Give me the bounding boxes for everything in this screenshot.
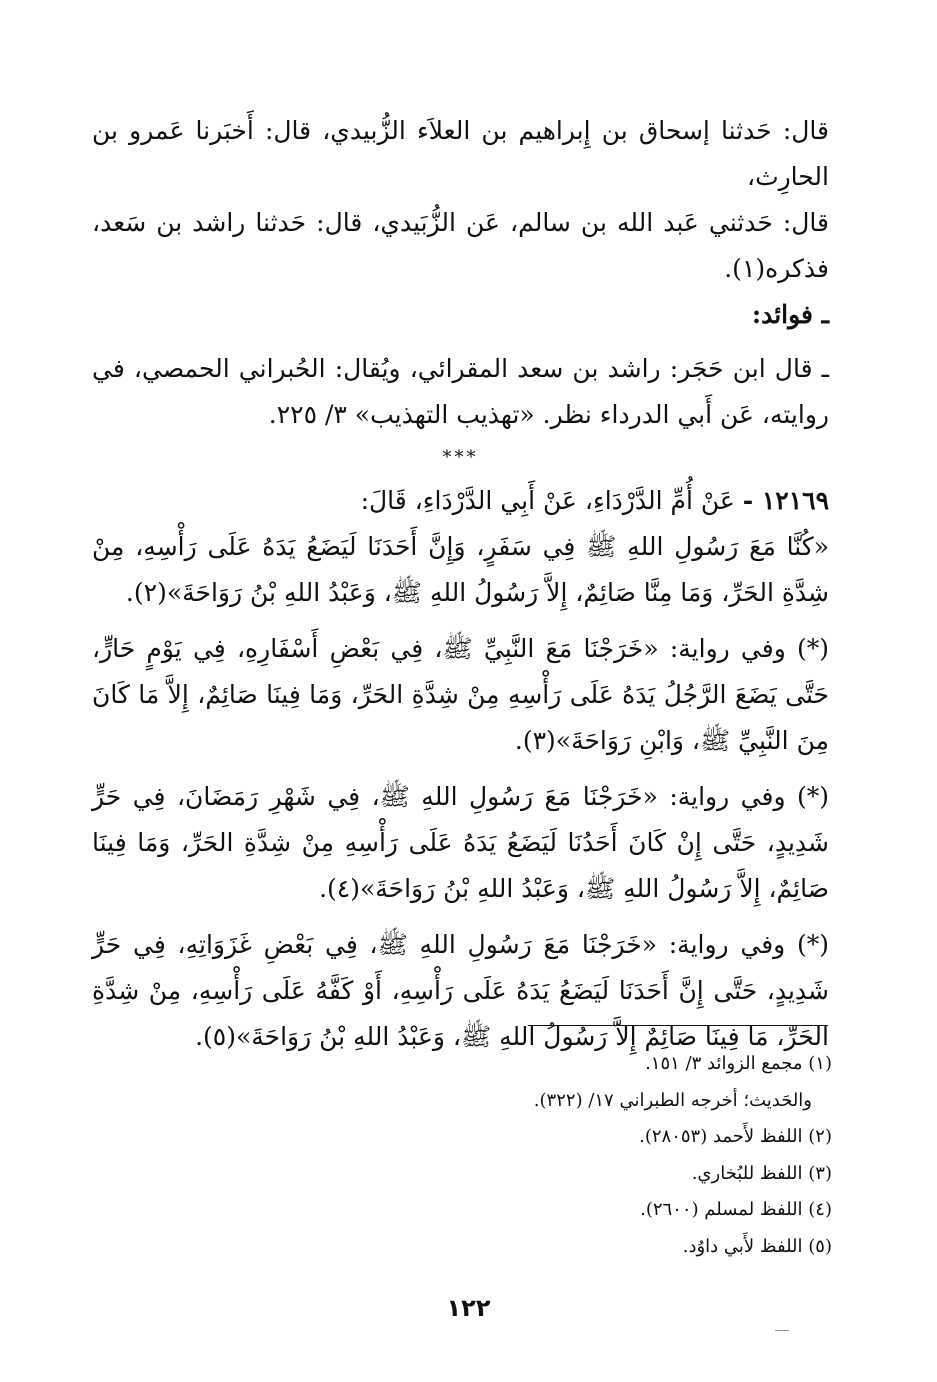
section-separator-stars: ***	[442, 447, 479, 468]
riwaya-3: (*) وفي رواية: «خَرَجْنَا مَعَ رَسُولِ اللهِ ﷺ، فِي بَعْضِ غَزَوَاتِهِ، فِي حَرٍّ شَدِيدٍ، حَتَّى إِنَّ أَحَدَنَا لَيَضَعُ يَدَهُ عَلَى رَأْسِهِ، أَوْ كَفَّهُ عَلَى رَأْسِهِ، مِنْ شِدَّةِ الحَرِّ، مَا فِينَا صَائِمٌ إِلاَّ رَسُولُ اللهِ ﷺ، وَعَبْدُ اللهِ بْنُ رَوَاحَةَ»(٥).	[92, 930, 829, 1051]
hadith-matn: «كُنَّا مَعَ رَسُولِ اللهِ ﷺ فِي سَفَرٍ، وَإِنَّ أَحَدَنَا لَيَضَعُ يَدَهُ عَلَى رَأْسِهِ، مِنْ شِدَّةِ الحَرِّ، وَمَا مِنَّا صَائِمٌ، إِلاَّ رَسُولُ اللهِ ﷺ، وَعَبْدُ اللهِ بْنُ رَوَاحَةَ»(٢).	[92, 532, 829, 607]
isnad-line-1: قال: حَدثنا إسحاق بن إِبراهيم بن العلاَء الزُّبيدي، قال: أَخبَرنا عَمرو بن الحارِث،	[92, 116, 829, 191]
footnote-4: (٤) اللفظ لمسلم (٢٦٠٠).	[640, 1199, 832, 1220]
footnote-separator	[528, 1025, 828, 1026]
hadith-header	[92, 478, 829, 524]
hadith-chain: عَنْ أُمِّ الدَّرْدَاءِ، عَنْ أَبِي الدَّرْدَاءِ، قَالَ:	[360, 486, 735, 515]
footnotes	[420, 1046, 832, 1265]
footnote-3: (٣) اللفظ للبُخاري.	[691, 1162, 832, 1184]
footnote-1-continued: والحَديث؛ أخرجه الطبراني ١٧/ (٣٢٢).	[533, 1089, 812, 1111]
fawaid-heading: ـ فوائد:	[751, 300, 829, 329]
isnad-line-2: قال: حَدثني عَبد الله بن سالم، عَن الزُّبَيدي، قال: حَدثنا راشد بن سَعد، فذكره(١).	[92, 208, 829, 283]
corner-mark	[775, 1330, 789, 1331]
main-text	[92, 108, 829, 1060]
hadith-number: ١٢١٦٩ -	[742, 486, 829, 515]
footnote-5: (٥) اللفظ لأَبي داوُد.	[682, 1235, 832, 1257]
riwaya-1: (*) وفي رواية: «خَرَجْنَا مَعَ النَّبِيِّ ﷺ، فِي بَعْضِ أَسْفَارِهِ، فِي يَوْمٍ حَارٍّ، حَتَّى يَضَعَ الرَّجُلُ يَدَهُ عَلَى رَأْسِهِ مِنْ شِدَّةِ الحَرِّ، وَمَا فِينَا صَائِمٌ، إِلاَّ مَا كَانَ مِنَ النَّبِيِّ ﷺ، وَابْنِ رَوَاحَةَ»(٣).	[92, 634, 829, 755]
page-number: ١٢٢	[446, 1294, 491, 1322]
footnote-1: (١) مجمع الزوائد ٣/ ١٥١.	[645, 1053, 832, 1074]
fawaid-text: ـ قال ابن حَجَر: راشد بن سعد المقرائي، ويُقال: الحُبراني الحمصي، في روايته، عَن أَبي الدرداء نظر. «تهذيب التهذيب» ٣/ ٢٢٥.	[92, 354, 829, 429]
riwaya-2: (*) وفي رواية: «خَرَجْنَا مَعَ رَسُولِ اللهِ ﷺ، فِي شَهْرِ رَمَضَانَ، فِي حَرٍّ شَدِيدٍ، حَتَّى إِنْ كَانَ أَحَدُنَا لَيَضَعُ يَدَهُ عَلَى رَأْسِهِ مِنْ شِدَّةِ الحَرِّ، وَمَا فِينَا صَائِمٌ، إِلاَّ رَسُولُ اللهِ ﷺ، وَعَبْدُ اللهِ بْنُ رَوَاحَةَ»(٤).	[92, 782, 829, 903]
footnote-2: (٢) اللفظ لأَحمد (٢٨٠٥٣).	[639, 1126, 832, 1147]
